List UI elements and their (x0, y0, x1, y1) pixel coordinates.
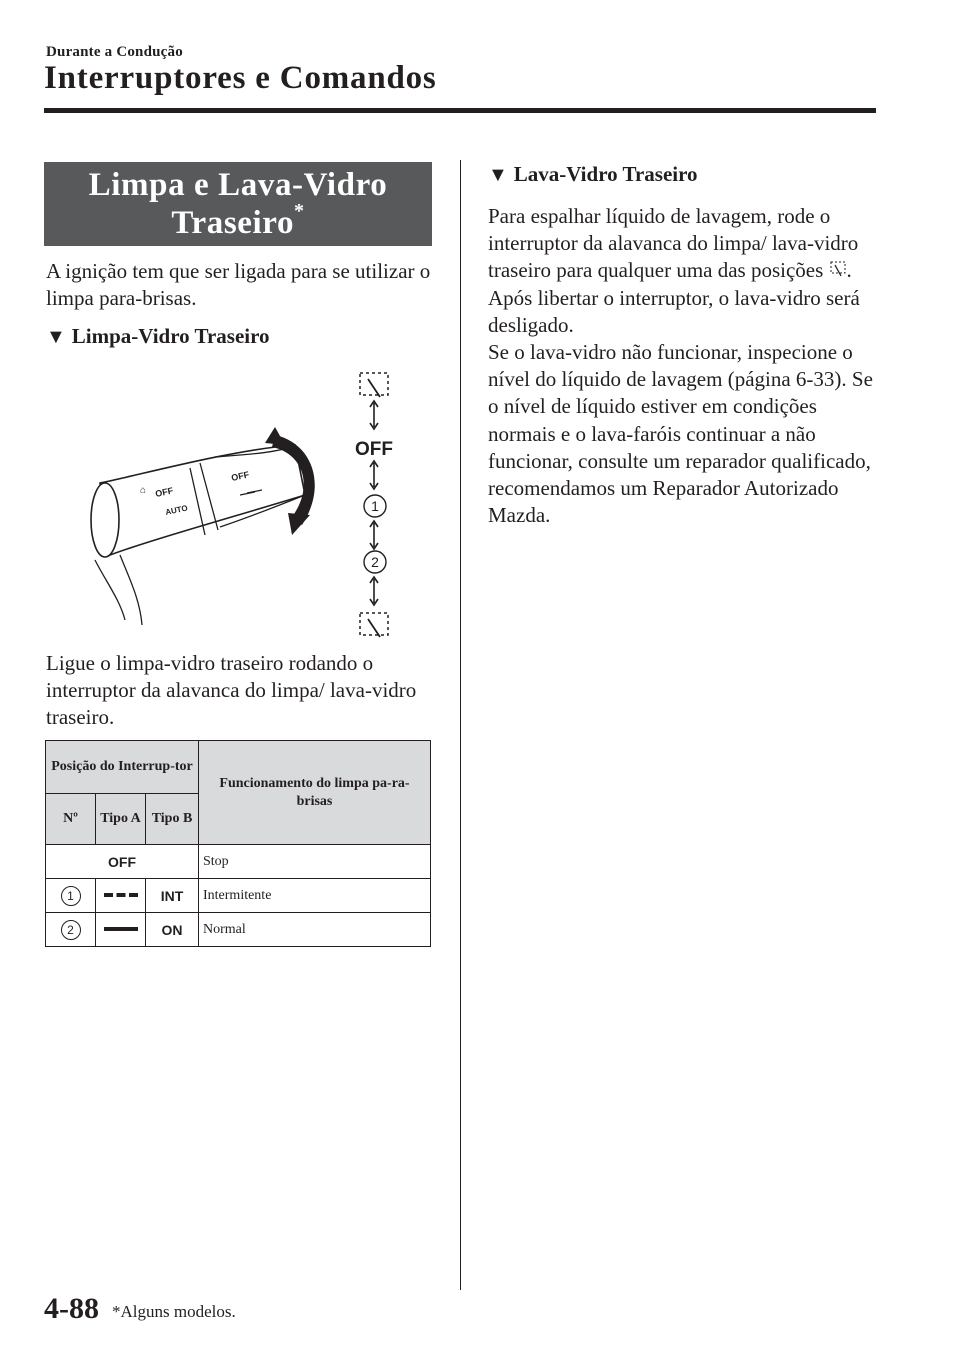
table-row (46, 879, 431, 913)
header-number: Nº (46, 794, 96, 845)
footnote: *Alguns modelos. (112, 1302, 236, 1321)
header-type-a: Tipo A (96, 794, 146, 845)
washer-icon (829, 260, 847, 278)
stalk-off-label-b: OFF (230, 469, 251, 483)
page-number: 4-88 (44, 1292, 99, 1325)
row-number: 2 (46, 913, 96, 947)
intro-text: A ignição tem que ser ligada para se utilizar o limpa para-brisas. (46, 259, 431, 311)
header-wiper-function: Funcionamento do limpa pa-ra-brisas (199, 741, 431, 845)
row-function: Normal (199, 913, 431, 947)
triangle-bullet-icon: ▼ (488, 164, 508, 186)
title-rule (44, 108, 876, 113)
row-number: 1 (46, 879, 96, 913)
triangle-bullet-icon: ▼ (46, 326, 66, 348)
row-function: Stop (199, 845, 431, 879)
optional-mark: * (294, 200, 305, 222)
section-banner (44, 162, 432, 246)
figure-pos1-label: 1 (371, 498, 379, 514)
wiper-lever-figure (80, 365, 410, 647)
solid-line-icon (96, 913, 146, 947)
figure-pos2-label: 2 (371, 554, 379, 570)
page-title: Interruptores e Comandos (44, 60, 437, 96)
stalk-auto-label: AUTO (164, 503, 189, 517)
subhead-rear-washer: ▼ Lava-Vidro Traseiro (488, 162, 698, 186)
arrow-icon (370, 577, 378, 605)
washer-icon-bottom (360, 613, 388, 637)
subhead-rear-wiper: ▼ Limpa-Vidro Traseiro (46, 324, 270, 348)
left-paragraph: Ligue o limpa-vidro traseiro rodando o interruptor da alavanca do limpa/ lava-vidro traseiro. (46, 651, 417, 730)
stalk-off-label-a: OFF (154, 485, 175, 499)
section-title-line2: Traseiro* (171, 200, 305, 241)
wiper-position-table (45, 740, 431, 947)
table-row (46, 913, 431, 947)
row-function: Intermitente (199, 879, 431, 913)
row-type-b: INT (146, 879, 199, 913)
figure-off-label: OFF (355, 439, 393, 460)
arrow-icon (370, 521, 378, 549)
section-kicker: Durante a Condução (46, 44, 183, 60)
arrow-icon (370, 461, 378, 489)
right-paragraph: Para espalhar líquido de lavagem, rode o interruptor da alavanca do limpa/ lava-vidro traseiro para qualquer uma das posições . Após libertar o interruptor, o lava-vidro será desligado. Se o lava-vidro não funcionar, inspecione o nível do líquido de lavagem (página 6-33). Se o nível de líquido estiver em condições normais e o lava-faróis continuar a não funcionar, consulte um reparador qualificado, recomendamos um Reparador Autorizado Mazda. (488, 204, 873, 528)
table-row (46, 845, 431, 879)
header-switch-position: Posição do Interrup-tor (46, 741, 199, 794)
stalk-wiper-icon: ⌂ (140, 485, 147, 496)
header-type-b: Tipo B (146, 794, 199, 845)
section-title-line1: Limpa e Lava-Vidro (88, 167, 388, 203)
arrow-icon (370, 401, 378, 429)
washer-icon-top (360, 373, 388, 397)
row-type-b: ON (146, 913, 199, 947)
row-off-symbol: OFF (46, 845, 199, 879)
dashed-line-icon (96, 879, 146, 913)
column-divider (460, 160, 461, 1290)
